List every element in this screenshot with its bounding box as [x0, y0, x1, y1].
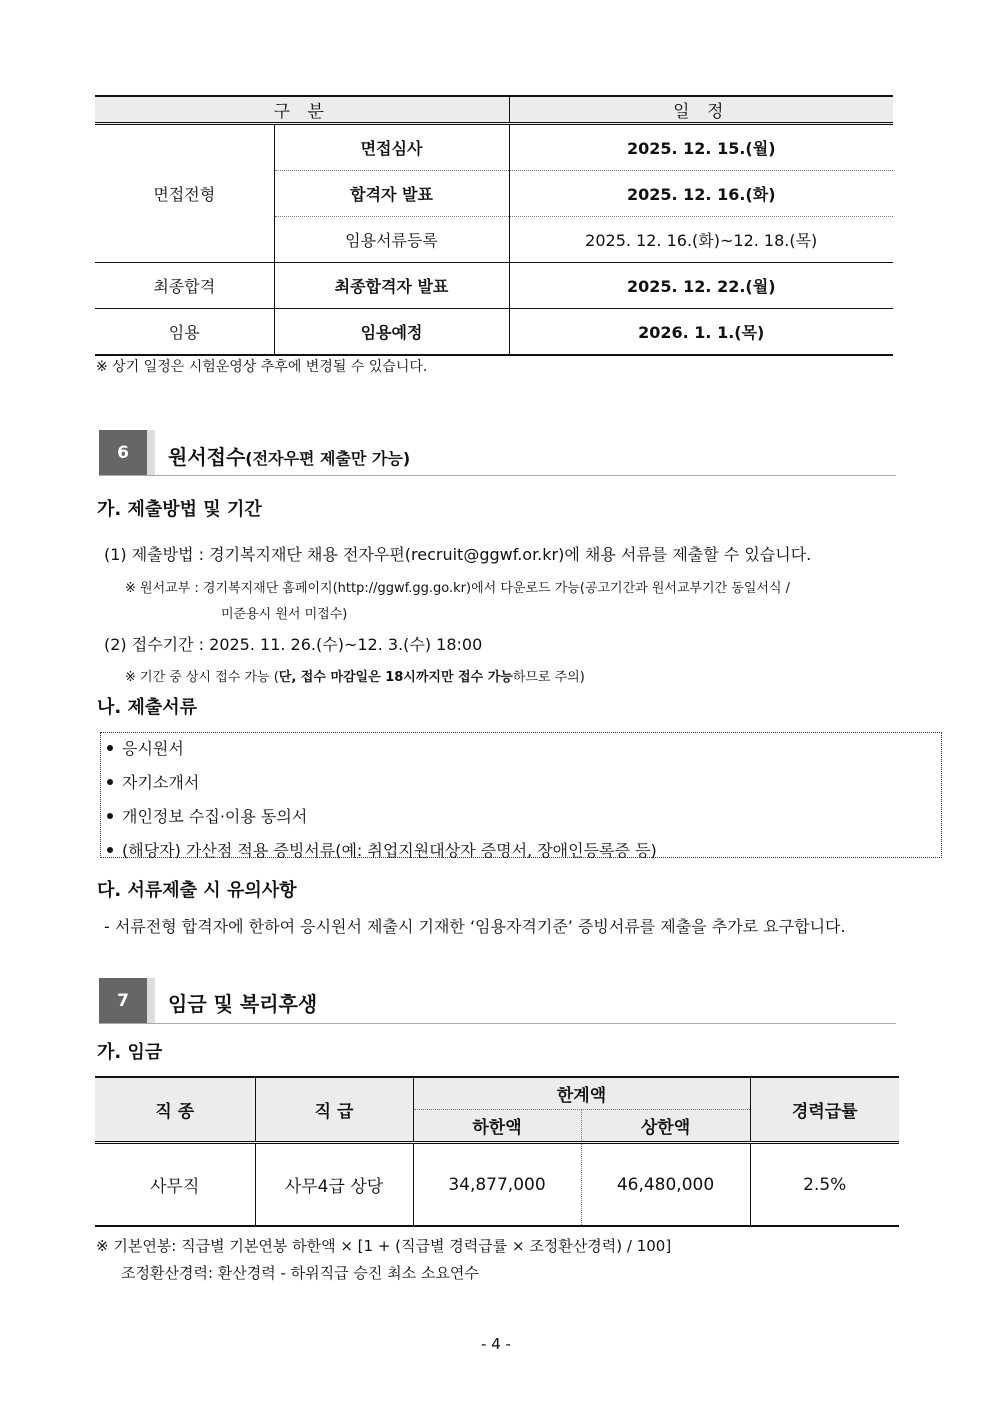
list-item-text: 응시원서 — [122, 739, 184, 758]
wage-lower: 34,877,000 — [413, 1143, 581, 1227]
section-number-shade — [147, 430, 155, 476]
method-note-cont: 미준용시 원서 미접수) — [221, 607, 348, 622]
wage-header-limit: 한계액 — [413, 1077, 750, 1110]
wage-rate: 2.5% — [750, 1143, 899, 1227]
period-note-c: 하므로 주의) — [512, 670, 585, 685]
bullet-icon — [107, 847, 113, 853]
period-note-bold: 단, 접수 마감일은 18시까지만 접수 가능 — [278, 670, 513, 685]
section-title-sub: (전자우편 제출만 가능) — [245, 449, 411, 468]
bullet-icon — [107, 813, 113, 819]
list-item-text: (해당자) 가산점 적용 증빙서류(예: 취업지원대상자 증명서, 장애인등록증 등) — [122, 841, 657, 860]
caution-text: - 서류전형 합격자에 한하여 응시원서 제출시 기재한 ‘임용자격기준’ 증빙서류를 제출을 추가로 요구합니다. — [104, 917, 846, 936]
list-item — [107, 770, 199, 793]
section-number: 6 — [99, 430, 147, 476]
list-item — [107, 736, 184, 759]
schedule-header-date: 일 정 — [509, 96, 893, 124]
list-item-text: 자기소개서 — [122, 773, 200, 792]
schedule-item: 면접심사 — [274, 124, 509, 171]
section-number: 7 — [99, 978, 147, 1024]
list-item — [107, 804, 307, 827]
wage-grade: 사무4급 상당 — [255, 1143, 413, 1227]
page-number: - 4 - — [481, 1335, 511, 1353]
section-title — [168, 441, 410, 470]
schedule-category: 면접전형 — [95, 124, 274, 263]
schedule-item: 임용예정 — [274, 309, 509, 356]
subheading: 나. 제출서류 — [97, 697, 198, 718]
table-row — [95, 124, 893, 171]
table-row — [95, 1143, 899, 1227]
subheading: 가. 제출방법 및 기간 — [97, 499, 262, 520]
table-row — [95, 263, 893, 309]
schedule-date: 2025. 12. 15.(월) — [509, 124, 893, 171]
section-title: 임금 및 복리후생 — [168, 992, 318, 1016]
wage-header-job: 직 종 — [95, 1077, 255, 1143]
method-note: ※ 원서교부 : 경기복지재단 홈페이지(http://ggwf.gg.go.kr)에서 다운로드 가능(공고기간과 원서교부기간 동일서식 / — [125, 581, 791, 596]
list-item-text: 개인정보 수집·이용 동의서 — [122, 807, 308, 826]
section-divider — [99, 1023, 896, 1024]
schedule-item: 임용서류등록 — [274, 217, 509, 263]
list-item — [107, 838, 657, 861]
bullet-icon — [107, 745, 113, 751]
schedule-note: ※ 상기 일정은 시험운영상 추후에 변경될 수 있습니다. — [96, 359, 428, 375]
bullet-icon — [107, 779, 113, 785]
wage-note-cont: 조정환산경력: 환산경력 - 하위직급 승진 최소 소요연수 — [121, 1264, 479, 1282]
schedule-header-category: 구 분 — [95, 96, 509, 124]
subheading: 가. 임금 — [97, 1042, 163, 1063]
schedule-item: 합격자 발표 — [274, 171, 509, 217]
period-note — [125, 666, 585, 685]
schedule-item: 최종합격자 발표 — [274, 263, 509, 309]
wage-job: 사무직 — [95, 1143, 255, 1227]
table-row — [95, 309, 893, 356]
schedule-category: 최종합격 — [95, 263, 274, 309]
wage-header-rate: 경력급률 — [750, 1077, 899, 1143]
section-divider — [99, 475, 896, 476]
schedule-date: 2025. 12. 22.(월) — [509, 263, 893, 309]
wage-header-lower: 하한액 — [413, 1110, 581, 1143]
schedule-date: 2025. 12. 16.(화)~12. 18.(목) — [509, 217, 893, 263]
documents-box — [100, 732, 942, 858]
schedule-date: 2026. 1. 1.(목) — [509, 309, 893, 356]
section-title-main: 원서접수 — [168, 445, 246, 469]
wage-note: ※ 기본연봉: 직급별 기본연봉 하한액 × [1 + (직급별 경력급률 × 조정환산경력) / 100] — [96, 1237, 672, 1255]
wage-header-grade: 직 급 — [255, 1077, 413, 1143]
section-number-shade — [147, 978, 155, 1024]
period-text: (2) 접수기간 : 2025. 11. 26.(수)~12. 3.(수) 18:00 — [104, 635, 483, 654]
period-note-a: ※ 기간 중 상시 접수 가능 ( — [125, 670, 279, 685]
wage-upper: 46,480,000 — [581, 1143, 750, 1227]
wage-header-upper: 상한액 — [581, 1110, 750, 1143]
wage-table — [95, 1076, 899, 1227]
schedule-date: 2025. 12. 16.(화) — [509, 171, 893, 217]
method-text: (1) 제출방법 : 경기복지재단 채용 전자우편(recruit@ggwf.or.kr)에 채용 서류를 제출할 수 있습니다. — [104, 545, 812, 564]
schedule-table — [95, 95, 893, 356]
schedule-category: 임용 — [95, 309, 274, 356]
subheading: 다. 서류제출 시 유의사항 — [97, 880, 297, 901]
